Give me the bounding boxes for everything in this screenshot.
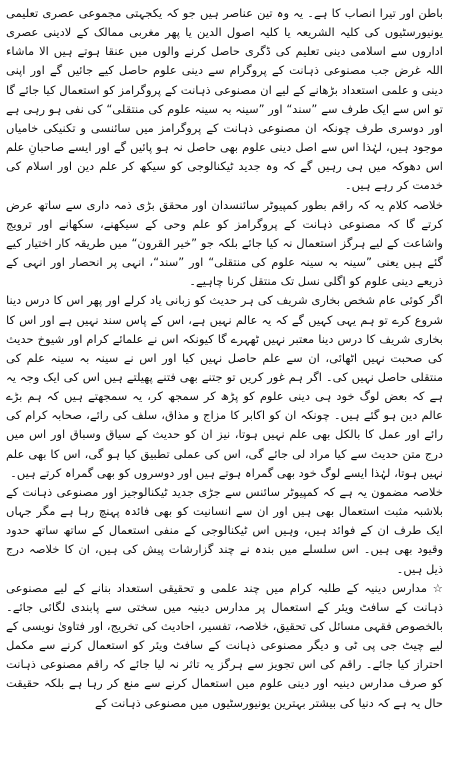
paragraph-intro-continuation: باطن اور تیرا انصاب کا ہے۔ یہ وہ تین عناصر ہیں جو کہ یکجہتی مجموعی عصری تعلیمی یونیورسٹیوں کی کلیہ الشریعہ یا کلیہ اصول الدین یا پھر مغربی ممالک کے لادینی عصری اداروں سے اسلامی دینی تعلیم کی ڈگری حاصل کرنے والوں میں عنقا ہوتے ہیں الا ماشاء اللہ غرض جب مصنوعی ذہانت کے پروگرام سے دینی علوم حاصل کیے جائیں گے اور اپنی دینی و علمی استعداد بڑھانے کے لیے ان مصنوعی ذہانت کے پروگرامز کو استعمال کیا جائے گا تو اس سے ایک طرف سے ”سند“ اور ”سینہ بہ سینہ علوم کی منتقلی“ کی نفی ہو رہی ہے اور دوسری طرف چونکہ ان مصنوعی ذہانت کے پروگرامز میں سائنسی و تکنیکی خامیاں موجود ہیں، لہٰذا اس سے اصل دینی علوم بھی حاصل نہ ہو پائیں گے اور ایسے صاحبانِ علم اس دھوکہ میں ہی رہیں گے کہ وہ جدید ٹیکنالوجی کو سیکھ کر علم دین اور اسلام کی خدمت کر رہے ہیں۔: [6, 6, 443, 193]
paragraph-article-summary: خلاصہ مضمون یہ ہے کہ کمپیوٹر سائنس سے جڑی جدید ٹیکنالوجیز اور مصنوعی ذہانت کے بلاشبہ مثبت استعمال بھی ہیں اور ان سے انسانیت کو بھی فائدہ پہنچ رہا ہے مگر جہاں ایک طرف ان کے فوائد ہیں، وہیں اس ٹیکنالوجی کے منفی استعمال کے ساتھ ساتھ حدود وقیود بھی ہیں۔ اس سلسلے میں بندہ نے چند گزارشات پیش کی ہیں، ان کا خلاصہ درج ذیل ہیں۔: [6, 484, 443, 576]
paragraph-madaris-recommendation: ☆ مدارس دینیہ کے طلبہ کرام میں چند علمی و تحقیقی استعداد بنانے کے لیے مصنوعی ذہانت کے سافٹ ویئر کے استعمال پر مدارس دینیہ میں سختی سے پابندی لگائی جائے۔ بالخصوص فقہی مسائل کی تحقیق، خلاصہ، تفسیر، احادیث کی تخریج، اور فتاویٰ نویسی کے لیے چیٹ جی پی ٹی و دیگر مصنوعی ذہانت کے سافٹ ویئر کو استعمال کرنے سے مکمل احتراز کیا جائے۔ راقم کی اس تجویز سے ہرگز یہ تاثر نہ لیا جائے کہ راقم مصنوعی ذہانت کو صرف مدارس دینیہ اور دینی علوم میں استعمال کرنے سے منع کر رہا ہے بلکہ حقیقت حال یہ ہے کہ دنیا کی بیشتر بہترین یونیورسٹیوں میں مصنوعی ذہانت کے: [6, 580, 443, 710]
paragraph-summary-recommendation: خلاصہ کلام یہ کہ راقم بطور کمپیوٹر سائنسدان اور محقق بڑی ذمہ داری سے ساتھ عرض کرتے گا کہ مصنوعی ذہانت کے پروگرامز کو علم وحی کے سیکھنے، سکھانے اور ترویج واشاعت کے لیے ہرگز استعمال نہ کیا جائے بلکہ جو ”خیر القرون“ میں طریقہ کار اختیار کیے گئے ہیں یعنی ”سینہ بہ سینہ علوم کی منتقلی“ اور ”سند“، انہی پر انحصار اور انہی کے ذریعے دینی علوم کو اگلی نسل تک منتقل کرنا چاہیے۔: [6, 197, 443, 289]
paragraph-bukhari-example: اگر کوئی عام شخص بخاری شریف کی ہر حدیث کو زبانی یاد کرلے اور پھر اس کا درس دینا شروع کرے تو ہم یہی کہیں گے کہ یہ عالم نہیں ہے، اس کے پاس سند نہیں ہے اور اس کا بخاری شریف کا درس دینا معتبر نہیں ٹھہرے گا کیونکہ اس نے علمائے کرام اور شیوخ حدیث کی صحبت نہیں اٹھائی، ان سے علم حاصل نہیں کیا اور اس نے سینہ بہ سینہ علم کی منتقلی حاصل نہیں کی۔ اگر ہم غور کریں تو جتنے بھی فتنے پھیلتے ہیں اس کی ایک وجہ یہ ہے کہ بعض لوگ خود ہی دینی علوم کو پڑھ کر سمجھ کر، یہ سمجھتے ہیں کہ ہم بڑے عالم دین ہو گئے ہیں۔ چونکہ ان کو اکابر کا مزاج و مذاق، سلف کی رائے، صحابہ کرام کی رائے اور عمل کا بالکل بھی علم نہیں ہوتا، نیز ان کو حدیث کے سیاق وسباق اور اس میں درج متن حدیث سے کیا مراد لی جائے گی، اس کی عملی تطبیق کیا ہو گی، اس کا بھی علم نہیں ہوتا، لہٰذا ایسے لوگ خود بھی گمراہ ہوتے ہیں اور دوسروں کو بھی گمراہ کرتے ہیں۔: [6, 293, 443, 480]
